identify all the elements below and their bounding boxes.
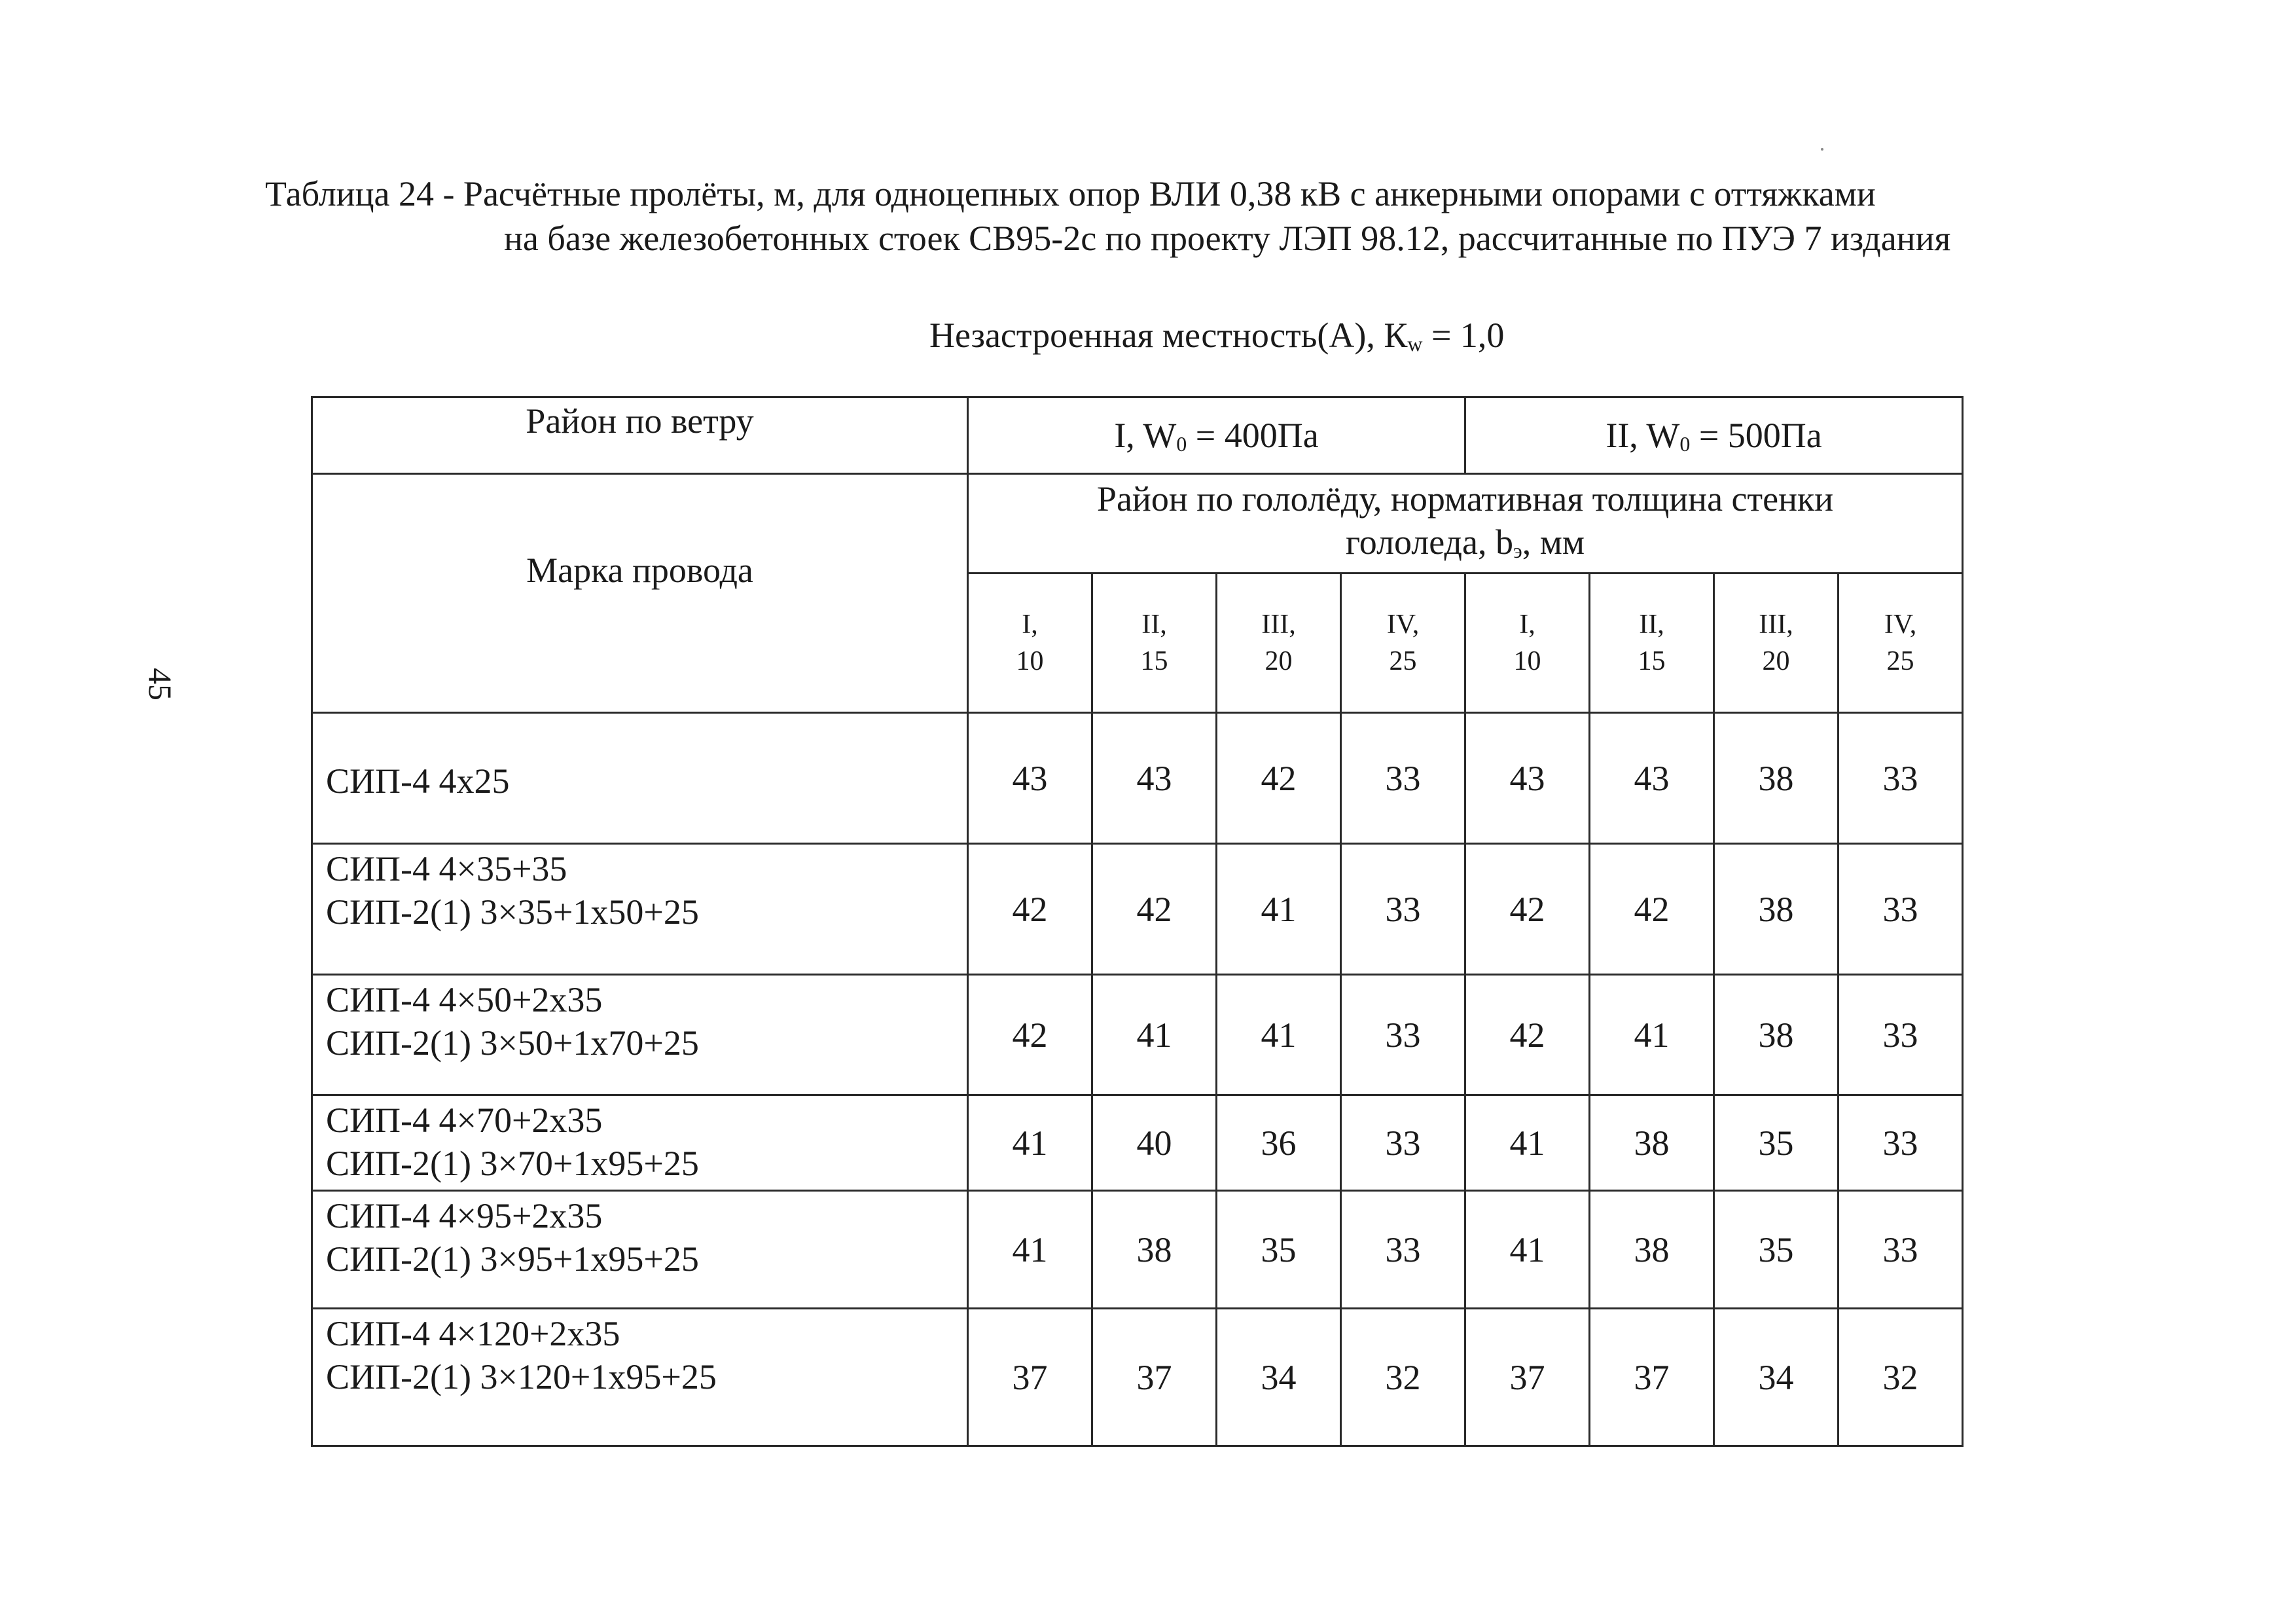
span-value: 41 [1465,1095,1590,1191]
subtitle-suffix: = 1,0 [1422,316,1505,355]
span-value: 33 [1839,1095,1963,1191]
span-value: 42 [1465,844,1590,975]
wire-mark-cell [312,1095,968,1191]
wire-mark-header: Марка провода [312,474,968,713]
span-value: 33 [1341,1095,1465,1191]
ice-subheader [1092,574,1217,713]
scan-speck [1821,148,1823,151]
terrain-subtitle [929,313,1504,366]
wire-mark-line-1: СИП-4 4×50+2х35 [326,980,603,1019]
span-value: 36 [1217,1095,1341,1191]
wind-region-1 [968,397,1465,474]
ice-sub-thickness: 20 [1265,646,1293,676]
page-number: 45 [142,668,179,701]
ice-sub-thickness: 15 [1140,646,1168,676]
ice-sub-roman: I, [1022,610,1038,640]
ice-sub-roman: IV, [1884,610,1917,640]
wind-region-1-sub: 0 [1176,431,1187,456]
wind-region-2-sub: 0 [1679,431,1691,456]
span-value: 43 [1092,713,1217,844]
span-value: 37 [1590,1309,1714,1446]
span-value: 34 [1714,1309,1839,1446]
ice-sub-roman: II, [1639,610,1664,640]
span-value: 33 [1341,975,1465,1095]
span-value: 41 [1465,1191,1590,1309]
span-value: 33 [1839,844,1963,975]
span-value: 33 [1341,713,1465,844]
span-value: 38 [1092,1191,1217,1309]
ice-region-header [968,474,1963,574]
ice-subheader [968,574,1092,713]
span-value: 42 [1465,975,1590,1095]
ice-sub-thickness: 15 [1638,646,1666,676]
ice-subheader [1217,574,1341,713]
table-caption [265,172,1950,261]
wire-mark-cell [312,1191,968,1309]
ice-subheader [1465,574,1590,713]
table-row [312,844,1963,975]
ice-sub-roman: III, [1759,610,1793,640]
span-value: 32 [1341,1309,1465,1446]
span-value: 41 [1092,975,1217,1095]
table-row [312,1095,1963,1191]
ice-header-line-2: гололеда, b [1345,522,1513,562]
subtitle-text: Незастроенная местность(А), К [929,316,1408,355]
wire-mark-line-2: СИП-2(1) 3×35+1х50+25 [326,892,699,932]
ice-header-sub: э [1513,539,1522,562]
wire-mark-line-2: СИП-2(1) 3×95+1х95+25 [326,1239,699,1279]
wire-mark-cell [312,1309,968,1446]
wire-mark-cell [312,844,968,975]
wire-mark-line-1: СИП-4 4×70+2х35 [326,1101,603,1140]
ice-sub-thickness: 20 [1762,646,1790,676]
table-row [312,1191,1963,1309]
span-value: 42 [1590,844,1714,975]
span-value: 37 [1092,1309,1217,1446]
span-value: 41 [1590,975,1714,1095]
wire-mark-line-1: СИП-4 4х25 [326,761,510,801]
span-value: 41 [1217,844,1341,975]
table-row [312,1309,1963,1446]
span-value: 41 [968,1095,1092,1191]
span-value: 38 [1714,844,1839,975]
ice-header-line-1: Район по гололёду, нормативная толщина стенки [1096,479,1834,519]
span-value: 43 [1590,713,1714,844]
table-row [312,713,1963,844]
wind-region-2 [1465,397,1963,474]
wire-mark-line-2: СИП-2(1) 3×70+1х95+25 [326,1144,699,1183]
wire-mark-line-1: СИП-4 4×120+2х35 [326,1314,620,1353]
span-value: 40 [1092,1095,1217,1191]
ice-sub-roman: II, [1141,610,1167,640]
wire-mark-cell [312,713,968,844]
table-row [312,975,1963,1095]
wire-mark-line-1: СИП-4 4×35+35 [326,849,567,888]
span-value: 42 [968,975,1092,1095]
ice-sub-thickness: 10 [1016,646,1044,676]
span-value: 38 [1590,1095,1714,1191]
header-row-ice [312,474,1963,574]
ice-sub-thickness: 25 [1886,646,1914,676]
ice-sub-roman: I, [1519,610,1535,640]
span-value: 33 [1341,844,1465,975]
ice-subheader [1839,574,1963,713]
wire-mark-line-2: СИП-2(1) 3×50+1х70+25 [326,1023,699,1063]
span-value: 38 [1714,975,1839,1095]
span-table [311,396,1964,1447]
span-value: 41 [968,1191,1092,1309]
span-value: 32 [1839,1309,1963,1446]
span-value: 33 [1341,1191,1465,1309]
span-value: 37 [1465,1309,1590,1446]
span-value: 37 [968,1309,1092,1446]
header-row-wind [312,397,1963,474]
wind-region-header: Район по ветру [312,397,968,474]
wind-region-1-value: = 400Па [1187,415,1319,455]
wire-mark-line-2: СИП-2(1) 3×120+1х95+25 [326,1357,717,1396]
wire-mark-cell [312,975,968,1095]
span-value: 35 [1714,1095,1839,1191]
span-value: 33 [1839,713,1963,844]
ice-sub-thickness: 10 [1513,646,1541,676]
span-value: 43 [968,713,1092,844]
span-value: 42 [1092,844,1217,975]
wind-region-2-value: = 500Па [1690,415,1822,455]
ice-subheader [1341,574,1465,713]
ice-subheader [1590,574,1714,713]
wind-region-1-roman: I, W [1114,415,1177,455]
span-table-wrapper [311,396,1962,1447]
span-value: 35 [1217,1191,1341,1309]
ice-sub-roman: III, [1261,610,1296,640]
caption-line-1: Таблица 24 - Расчётные пролёты, м, для одноцепных опор ВЛИ 0,38 кВ с анкерными опорами с оттяжками [265,174,1876,213]
span-value: 38 [1714,713,1839,844]
wire-mark-line-1: СИП-4 4×95+2х35 [326,1196,603,1235]
wind-region-2-roman: II, W [1605,415,1680,455]
span-value: 33 [1839,1191,1963,1309]
span-value: 43 [1465,713,1590,844]
ice-sub-roman: IV, [1386,610,1420,640]
ice-header-suffix: , мм [1522,522,1585,562]
span-value: 34 [1217,1309,1341,1446]
ice-sub-thickness: 25 [1389,646,1417,676]
span-value: 33 [1839,975,1963,1095]
ice-subheader [1714,574,1839,713]
span-value: 42 [1217,713,1341,844]
span-value: 35 [1714,1191,1839,1309]
caption-line-2: на базе железобетонных стоек СВ95-2с по проекту ЛЭП 98.12, рассчитанные по ПУЭ 7 издания [504,219,1951,258]
subtitle-subscript: w [1407,332,1423,356]
span-value: 38 [1590,1191,1714,1309]
span-value: 41 [1217,975,1341,1095]
span-value: 42 [968,844,1092,975]
